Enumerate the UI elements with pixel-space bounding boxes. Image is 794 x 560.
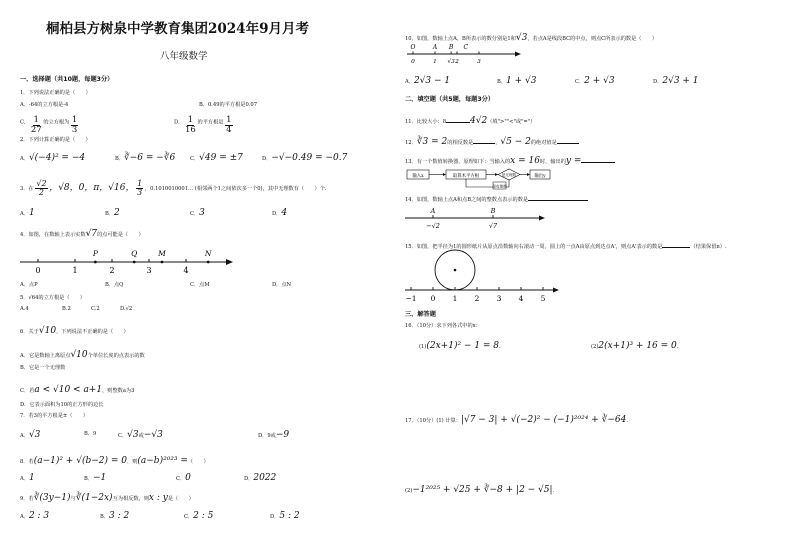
q5-stem: 5．√64的立方根是（ ） (20, 295, 86, 301)
section-answer-heading: 三、解答题 (405, 311, 436, 318)
right-column (397, 0, 794, 560)
q4-point-label-M: M (158, 249, 166, 258)
q3-option-b: B．2 (105, 208, 120, 218)
q10-tick-number-1: 1 (433, 59, 437, 65)
q4-tick-label-3: 3 (146, 266, 152, 275)
q9-option-b: B．3 : 2 (100, 511, 130, 521)
q4-option-c: C．点M (190, 282, 210, 288)
flow-decision-label: 是无理数 (501, 173, 517, 177)
q2-stem: 2．下列计算正确的是（ ） (20, 137, 91, 143)
q9-option-d: D．5 : 2 (270, 511, 300, 521)
q2-option-c: C．√49 = ±7 (190, 153, 243, 163)
page-subtitle: 八年级数学 (160, 51, 208, 62)
q1-stem: 1．下列说法正确的是（ ） (20, 90, 91, 96)
q15-tick-label-6: 5 (540, 294, 546, 303)
q2-option-a: A．√(−4)² = −4 (20, 153, 86, 163)
q14-label-a: A (430, 207, 436, 215)
q9-option-c: C．2 : 5 (184, 511, 214, 521)
q1-option-d: D． $\frac{1}{16}$ 的平方根是 $\frac{1}{4}$ (174, 115, 232, 135)
page-title: 桐柏县方树泉中学教育集团2024年9月月考 (46, 21, 309, 37)
q3-option-a: A．1 (20, 208, 35, 218)
q14-label-b: B (490, 207, 496, 215)
q15-tick-label-3: 2 (474, 294, 480, 303)
q16-part1: (1)(2x+1)² − 1 = 8. (419, 341, 501, 351)
q14-value-b: √7 (488, 222, 498, 230)
q7-option-d: D．9或−9 (258, 430, 290, 440)
q13-stem: 13．有一个数值转换器，原理如下：当输入的x = 16时，输出的y = (405, 156, 615, 166)
q15-tick-label-5: 4 (518, 294, 524, 303)
q4-point-M (161, 261, 164, 264)
q8-option-b: B．−1 (84, 473, 107, 483)
q8-option-c: C．0 (176, 473, 191, 483)
q4-tick-label-0: 0 (35, 266, 41, 275)
q8-stem: 8．若(a−1)² + √(b−2) = 0，则(a−b)²⁰²³ =（ ） (20, 456, 209, 466)
q4-point-Q (133, 261, 136, 264)
q1-option-b: B．0.49的平方根是0.07 (199, 102, 258, 108)
q8-option-d: D．2022 (244, 473, 277, 483)
q2-option-b: B．∛−6 = −∛6 (115, 153, 176, 163)
section-fill-heading: 二、填空题（共5题，每题3分） (405, 96, 495, 103)
q10-stem: 10．如图，数轴上点A，B所表示的数分别是1和√3，若点A是线段BC的中点，则点C所表示的数是（ ） (405, 33, 658, 43)
q15-tick-label-0: −1 (405, 294, 417, 303)
q4-point-label-P: P (92, 249, 98, 258)
q10-point-label-O: O (410, 44, 416, 51)
q15-stem: 15．如图，把半径为1的圆形纸片从原点沿数轴向右滚动一周，圆上的一点A由原点到达点A'，则点A'表示的数是 （结果保留π）. (405, 244, 727, 250)
q4-point-P (94, 261, 97, 264)
q4-number-line (20, 248, 240, 278)
q6-option-b: B．它是一个无理数 (20, 365, 66, 371)
q1-option-c: C． $\frac{1}{27}$ 的立方根为 $\frac{1}{3}$ (20, 115, 78, 135)
q1-option-a: A．-64的立方根是-4 (20, 102, 69, 108)
q5-option-a: A.4 (20, 306, 29, 312)
q15-tick-label-2: 1 (452, 294, 458, 303)
q10-tick-number-4: 3 (477, 59, 481, 65)
q5-option-b: B.2 (62, 306, 71, 312)
q9-stem: 9．若∛(3y−1)与∛(1−2x)互为相反数，则x : y是（ ） (20, 493, 194, 503)
q9-option-a: A．2 : 3 (20, 511, 50, 521)
q4-tick-label-2: 2 (109, 266, 115, 275)
q3-option-c: C．3 (190, 208, 205, 218)
section-choice-heading: 一、选择题（共10题，每题3分） (20, 76, 114, 83)
q8-option-a: A．1 (20, 473, 35, 483)
q7-option-a: A．√3 (20, 430, 41, 440)
q2-option-d: D．−√−0.49 = −0.7 (262, 153, 348, 163)
q4-tick-label-1: 1 (72, 266, 78, 275)
q4-option-b: B．点Q (105, 282, 124, 288)
q10-point-label-B: B (448, 44, 454, 51)
q10-option-b: B．1 + √3 (497, 76, 537, 86)
q7-stem: 7．若3的平方根是±（ ） (20, 413, 89, 419)
q16-stem: 16．（10分）求下列各式中的x： (405, 323, 481, 329)
q15-rolling-circle-figure (405, 250, 565, 306)
q6-stem: 6．关于√10，下列说法不正确的是（ ） (20, 326, 129, 336)
q6-option-a: A．它是数轴上离原点√10个单位长度的点表示的数 (20, 350, 145, 360)
q15-tick-label-1: 0 (430, 294, 436, 303)
q4-point-label-N: N (204, 249, 212, 258)
q14-stem: 14．如图，数轴上点A和点B之间的整数点表示的数是 (405, 195, 588, 204)
flow-rational-label: 是有理数 (492, 184, 507, 189)
q14-number-line (405, 206, 555, 236)
q10-number-line (407, 44, 527, 68)
q10-option-c: C．2 + √3 (575, 76, 615, 86)
q17-stem: 17．（10分）(1) 计算：|√7 − 3| + √(−2)² − (−1)²⁰²⁴ + ∛−64. (405, 415, 628, 425)
q3-option-d: D．4 (272, 208, 288, 218)
q3-stem: 3．在 $\frac{√2}{2}$ ，√8，0，π，√16， $\frac{1}{3}$ ，0.1010010001… (相邻两个1之间依次多一个0)，其中无理数有（ ）个. (20, 179, 327, 197)
flow-output-label: 输出y (534, 174, 546, 179)
q4-option-d: D．点N (272, 282, 292, 288)
flow-sqrt-label: 取算术平方根 (452, 174, 480, 179)
q6-option-d: D．它表示面积为10的正方形的边长 (20, 402, 104, 408)
q12-stem: 12．∛3 = 2的相反数是 ，√5 − 2的绝对值是 (405, 137, 579, 147)
q17-part2: (2)−1²⁰²⁵ + √25 + ∛−8 + |2 − √5|. (405, 485, 555, 495)
q4-point-N (207, 261, 210, 264)
flow-input-label: 输入x (412, 174, 424, 179)
q7-option-b: B．9 (84, 431, 97, 437)
q4-tick-label-4: 4 (183, 266, 189, 275)
q10-tick-number-0: 0 (411, 59, 415, 65)
q14-value-a: −√2 (426, 222, 440, 230)
q4-point-label-Q: Q (131, 249, 138, 258)
q5-option-d: D.√2 (120, 306, 133, 312)
q10-point-label-A: A (432, 44, 438, 51)
q4-option-a: A．点P (20, 282, 38, 288)
q11-stem: 11．比较大小：8 4√2（填">""<"或"="） (405, 116, 536, 126)
q10-tick-number-3: 2 (455, 59, 459, 65)
q4-stem: 4．如图，在数轴上表示实数√7的点可能是（ ） (20, 229, 144, 239)
q13-flowchart (407, 167, 567, 191)
q15-tick-label-4: 3 (496, 294, 502, 303)
q7-option-c: C．√3或−√3 (118, 430, 163, 440)
q10-option-a: A．2√3 − 1 (405, 76, 451, 86)
q5-option-c: C.2 (91, 306, 100, 312)
q10-option-d: D．2√3 + 1 (653, 76, 699, 86)
q16-part2: (2)2(x+1)³ + 16 = 0. (591, 341, 679, 351)
q10-point-label-C: C (463, 44, 469, 51)
q15-circle-center (454, 269, 457, 272)
q10-tick-number-2: √3 (447, 59, 455, 65)
q6-option-c: C．若a < √10 < a+1，则整数a为3 (20, 385, 135, 395)
